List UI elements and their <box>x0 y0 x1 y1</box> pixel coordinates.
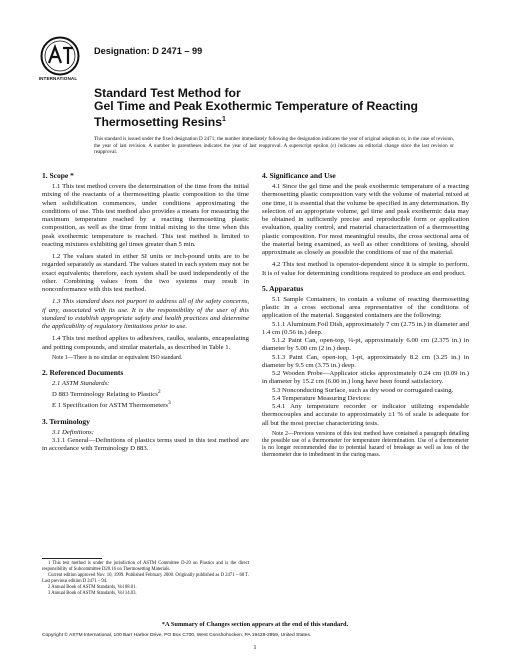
reference-text: D 883 Terminology Relating to Plastics <box>52 391 158 399</box>
paragraph: 4.1 Since the gel time and the peak exothermic temperature of a reacting thermosetting plastic composition vary with the volume of material mixed at one time, it is essential that the volume be specified in any determination. By selection of an appropriate volume, gel time and peak exothermic data may be obtained in sufficiently precise and reproducible form or application evaluation, quality control, and material characterization of a thermosetting plastic composition. For most meaningful results, the cross sectional area of the material being examined, as well as other conditions of testing, should approximate as closely as possible the conditions of use of the material. <box>262 183 469 256</box>
paragraph: 5.1.1 Aluminum Foil Dish, approximately 7 cm (2.75 in.) in diameter and 1.4 cm (0.56 in.) deep. <box>262 320 469 336</box>
safety-caveat: 1.3 This standard does not purport to address all of the safety concerns, if any, associated with its use. It is the responsibility of the user of this standard to establish appropriate safety and health practices and determine the applicability of regulatory limitations prior to use. <box>42 298 249 330</box>
reference-text: E 1 Specification for ASTM Thermometers <box>52 402 168 410</box>
footnote-ref: 3 <box>167 400 171 407</box>
paragraph: 1.4 This test method applies to adhesives, caulks, sealants, encapsulating and potting compounds, and similar materials, as described in Table 1. <box>42 335 249 351</box>
paragraph: 5.2 Wooden Probe—Applicator sticks approximately 0.24 cm (0.09 in.) in diameter by 15.2 cm (6.00 in.) long have been found satisfactory. <box>262 370 469 386</box>
reference-list <box>42 388 249 411</box>
footnote: Current edition approved Nov. 10, 1999. Published February 2000. Originally published as D 2471 – 68 T. Last previous edition D 2471 – 94. <box>42 572 249 584</box>
paragraph: 4.2 This test method is operator-dependent since it is simple to perform. It is of value for determining conditions required to produce an end product. <box>262 261 469 277</box>
astm-logo-icon <box>40 36 80 76</box>
title-footnote-ref: 1 <box>222 116 226 123</box>
left-column <box>42 171 249 454</box>
summary-of-changes-note: *A Summary of Changes section appears at the end of this standard. <box>161 621 349 628</box>
footnote: 3 Annual Book of ASTM Standards, Vol 14.03. <box>48 590 137 596</box>
reference-item <box>52 399 249 410</box>
paragraph-text: 3.1 Definitions: <box>52 428 94 436</box>
copyright: Copyright © ASTM International, 100 Barr Harbor Drive, PO Box C700, West Conshohocken, PA 19428-2959, United States. <box>42 633 312 638</box>
title-line: Standard Test Method for <box>94 86 241 100</box>
paragraph: 3.1.1 General—Definitions of plastics terms used in this test method are in accordance with Terminology D 883. <box>42 437 249 453</box>
right-column <box>262 171 469 459</box>
paragraph: 5.4.1 Any temperature recorder or indicator utilizing expendable thermocouples and accurate to approximately ±1 % of scale is adequate for all but the most precise characterizing tests. <box>262 403 469 427</box>
page-number: 1 <box>253 644 257 651</box>
paragraph: 5.1.2 Paint Can, open-top, ¼-pt, approximately 6.00 cm (2.375 in.) in diameter by 5.00 cm (2 in.) deep. <box>262 337 469 353</box>
title-line-text: Thermosetting Resins <box>94 115 222 130</box>
section-heading: 1. Scope * <box>42 171 74 180</box>
paragraph-text: 2.1 ASTM Standards: <box>52 379 110 387</box>
section-heading: 2. Referenced Documents <box>42 367 124 377</box>
paragraph: 5.3 Nonconducting Surface, such as dry wood or corrugated casing. <box>272 386 454 394</box>
footnote: 1 This test method is under the jurisdiction of ASTM Committee D-20 on Plastics and is the direct responsibility of Subcommittee D20.16 on Thermosetting Materials. <box>42 561 249 572</box>
paragraph <box>42 298 249 331</box>
note: Note 2—Previous versions of this test method have contained a paragraph detailing the possible use of a thermometer for temperature determination. Use of a thermometer is no longer recommended due to potential hazard of breakage as well as loss of the thermometer due to imbedment in the curing mass. <box>262 430 469 458</box>
title-line: Gel Time and Peak Exothermic Temperature of Reacting <box>94 99 418 113</box>
paragraph: 1.2 The values stated in either SI units or inch-pound units are to be regarded separately as standard. The values stated in each system may not be exact equivalents; therefore, each system shall be used independently of the other. Combining values from the two systems may result in nonconformance with this test method. <box>42 253 249 293</box>
standard-issuance-note: This standard is issued under the fixed designation D 2471; the number immediately following the designation indicates the year of original adoption or, in the case of revision, the year of last revision. A number in parentheses indicates the year of last reapproval. A superscript epsilon (ε) indicates an editorial change since the last revision or reapproval. <box>94 136 454 156</box>
footnotes <box>42 558 249 596</box>
section-heading: 5. Apparatus <box>262 283 304 293</box>
note: Note 1—There is no similar or equivalent ISO standard. <box>52 354 183 361</box>
paragraph: 1.1 This test method covers the determination of the time from the initial mixing of the reactants of a thermosetting plastic composition to the time when solidification commences, under conditions approximating the conditions of use. This test method also provides a means for measuring the maximum temperature reached by a reacting thermosetting plastic composition, as well as the time from initial mixing to the time when this peak exothermic temperature is reached. This test method is limited to reacting mixtures exhibiting gel times greater than 5 min. <box>42 183 249 248</box>
designation: Designation: D 2471 – 99 <box>94 46 203 56</box>
reference-item <box>52 388 249 399</box>
paragraph <box>42 429 249 437</box>
paragraph <box>42 380 249 388</box>
document-title <box>94 87 454 129</box>
section-heading: 3. Terminology <box>42 416 90 426</box>
paragraph: 5.1 Sample Containers, to contain a volume of reacting thermosetting plastic in a cross sectional area representative of the conditions of application of the material. Suggested containers are the following: <box>262 295 469 320</box>
footnote: 2 Annual Book of ASTM Standards, Vol 08.01. <box>48 584 137 590</box>
section-heading: 4. Significance and Use <box>262 171 336 180</box>
footnote-rule <box>42 558 102 559</box>
logo-subtext: INTERNATIONAL <box>38 76 78 81</box>
title-line <box>94 113 454 129</box>
paragraph: 5.1.3 Paint Can, open-top, 1-pt, approximately 8.2 cm (3.25 in.) in diameter by 9.5 cm (3.75 in.) deep. <box>262 353 469 369</box>
paragraph: 5.4 Temperature Measuring Devices: <box>272 394 371 402</box>
footnote-ref: 2 <box>157 389 161 395</box>
